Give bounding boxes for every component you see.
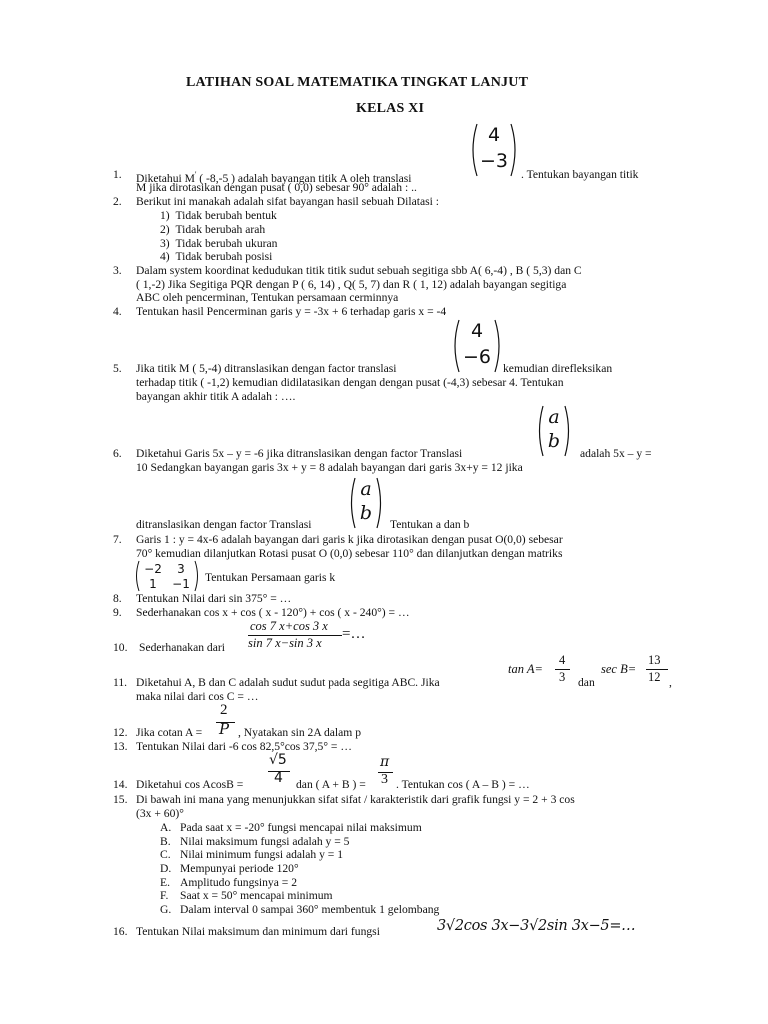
question-text-cont: , Nyatakan sin 2A dalam p: [238, 726, 361, 739]
matrix-entry: −6: [462, 346, 491, 368]
translation-matrix: [348, 476, 384, 530]
question-number: 5.: [113, 362, 122, 375]
question-text-line1: Di bawah ini mana yang menunjukkan sifat sifat / karakteristik dari grafik fungsi y = 2 + 3 cos: [136, 793, 575, 806]
question-text-line2: 70° kemudian dilanjutkan Rotasi pusat O (0,0) sebesar 110° dan dilanjutkan dengan matriks: [136, 547, 563, 560]
option-item: F. Saat x = 50° mencapai minimum: [160, 889, 333, 902]
matrix-entry: −1: [172, 577, 190, 591]
translation-matrix: [469, 122, 519, 178]
question-number: 6.: [113, 447, 122, 460]
class-level-title: KELAS XI: [356, 101, 425, 116]
question-number: 11.: [113, 676, 128, 689]
question-text-cont: dan ( A + B ) =: [296, 778, 366, 791]
question-text: Tentukan Nilai maksimum dan minimum dari fungsi: [136, 925, 380, 938]
question-text: Diketahui M' ( -8,-5 ) adalah bayangan titik A oleh translasi: [136, 170, 412, 185]
sqrt-fraction: [268, 754, 292, 790]
question-text-line2: terhadap titik ( -1,2) kemudian didilatasikan dengan dengan pusat (-4,3) sebesar 4. Tentukan: [136, 376, 564, 389]
question-number: 15.: [113, 793, 128, 806]
question-text: Sederhanakan cos x + cos ( x - 120°) + cos ( x - 240°) = …: [136, 606, 410, 619]
comma: ,: [669, 676, 672, 689]
tan-fraction: [555, 654, 571, 686]
matrix-entry: −3: [479, 150, 508, 172]
option-item: A. Pada saat x = -20° fungsi mencapai nilai maksimum: [160, 821, 422, 834]
pi-fraction: [378, 756, 394, 790]
question-text: Sederhanakan dari: [139, 641, 225, 654]
matrix-entry: b: [547, 430, 561, 452]
question-text-cont: adalah 5x – y =: [580, 447, 652, 460]
fraction-denominator: 12: [648, 670, 661, 684]
fraction-expression: [248, 620, 344, 652]
matrix-entry: a: [360, 478, 372, 500]
fraction-denominator: 3: [559, 670, 566, 684]
question-number: 4.: [113, 305, 122, 318]
fraction-numerator: 4: [559, 653, 566, 667]
question-number: 16.: [113, 925, 128, 938]
matrix-entry: 4: [487, 124, 501, 146]
option-item: E. Amplitudo fungsinya = 2: [160, 876, 297, 889]
question-text-line2: (3x + 60)°: [136, 807, 184, 820]
list-item: 4) Tidak berubah posisi: [160, 250, 273, 263]
matrix-entry: 1: [149, 577, 157, 591]
question-text: Jika titik M ( 5,-4) ditranslasikan dengan factor translasi: [136, 362, 397, 375]
option-item: D. Mempunyai periode 120°: [160, 862, 299, 875]
question-number: 12.: [113, 726, 128, 739]
translation-matrix: [451, 318, 503, 374]
question-text-cont: . Tentukan bayangan titik: [521, 168, 639, 181]
question-text: Diketahui A, B dan C adalah sudut sudut pada segitiga ABC. Jika: [136, 676, 440, 689]
list-item: 1) Tidak berubah bentuk: [160, 209, 277, 222]
list-item: 3) Tidak berubah ukuran: [160, 237, 278, 250]
fraction-numerator: π: [380, 754, 390, 770]
equals-ellipsis: =…: [342, 626, 366, 642]
question-text-line3: ABC oleh pencerminan, Tentukan persamaan cerminnya: [136, 291, 399, 304]
question-text-cont: . Tentukan cos ( A – B ) = …: [396, 778, 530, 791]
question-number: 8.: [113, 592, 122, 605]
option-item: C. Nilai minimum fungsi adalah y = 1: [160, 848, 344, 861]
question-text-line2: 10 Sedangkan bayangan garis 3x + y = 8 adalah bayangan dari garis 3x+y = 12 jika: [136, 461, 523, 474]
sec-expression: sec B=: [601, 662, 637, 676]
matrix-entry: a: [548, 406, 560, 428]
question-text: Tentukan Nilai dari -6 cos 82,5°cos 37,5° = …: [136, 740, 352, 753]
matrix-entry: −2: [144, 562, 162, 576]
question-number: 1.: [113, 168, 122, 181]
matrix-entry: 3: [177, 562, 185, 576]
fraction-denominator: P: [219, 720, 230, 738]
question-number: 7.: [113, 533, 122, 546]
conjunction-text: dan: [578, 676, 595, 689]
document-title: LATIHAN SOAL MATEMATIKA TINGKAT LANJUT: [186, 75, 529, 90]
question-text: Tentukan hasil Pencerminan garis y = -3x + 6 terhadap garis x = -4: [136, 305, 447, 318]
cotan-fraction: [216, 704, 236, 738]
question-text-line2: ( 1,-2) Jika Segitiga PQR dengan P ( 6, 14) , Q( 5, 7) dan R ( 1, 12) adalah bayangan segitiga: [136, 278, 567, 291]
question-text: Diketahui Garis 5x – y = -6 jika ditranslasikan dengan factor Translasi: [136, 447, 463, 460]
translation-matrix: [536, 404, 572, 458]
tan-expression: tan A=: [508, 662, 543, 676]
question-text: Tentukan Nilai dari sin 375° = …: [136, 592, 292, 605]
question-number: 9.: [113, 606, 122, 619]
question-number: 13.: [113, 740, 128, 753]
question-number: 3.: [113, 264, 122, 277]
question-text-cont: kemudian direfleksikan: [503, 362, 613, 375]
fraction-numerator: 2: [220, 702, 228, 718]
question-text-cont: Tentukan Persamaan garis k: [205, 571, 336, 584]
question-number: 14.: [113, 778, 128, 791]
fraction-denominator: sin 7 x−sin 3 x: [248, 636, 322, 650]
question-text-line2: M jika dirotasikan dengan pusat ( 0,0) sebesar 90° adalah : ..: [136, 181, 417, 194]
question-text-cont: Tentukan a dan b: [390, 518, 470, 531]
fraction-numerator: 13: [648, 653, 661, 667]
matrix-entry: 4: [470, 320, 484, 342]
fraction-numerator: √5: [269, 752, 287, 768]
matrix-entry: b: [359, 502, 373, 524]
list-item: 2) Tidak berubah arah: [160, 223, 266, 236]
question-text-line1: Dalam system koordinat kedudukan titik titik sudut sebuah segitiga sbb A( 6,-4) , B ( 5,3) dan C: [136, 264, 582, 277]
question-text-line3: ditranslasikan dengan factor Translasi: [136, 518, 312, 531]
question-text-line1: Garis 1 : y = 4x-6 adalah bayangan dari garis k jika dirotasikan dengan pusat O(0,0) sebesar: [136, 533, 563, 546]
sec-fraction: [646, 654, 668, 686]
question-text: Diketahui cos AcosB =: [136, 778, 244, 791]
function-expression: 3√2cos 3x−3√2sin 3x−5=…: [437, 918, 636, 934]
question-number: 10.: [113, 641, 128, 654]
fraction-denominator: 3: [381, 772, 388, 787]
question-text: Berikut ini manakah adalah sifat bayangan hasil sebuah Dilatasi :: [136, 195, 439, 208]
question-text-line2: maka nilai dari cos C = …: [136, 690, 259, 703]
question-number: 2.: [113, 195, 122, 208]
question-text-line3: bayangan akhir titik A adalah : ….: [136, 390, 296, 403]
option-item: B. Nilai maksimum fungsi adalah y = 5: [160, 835, 350, 848]
option-item: G. Dalam interval 0 sampai 360° membentuk 1 gelombang: [160, 903, 440, 916]
question-text: Jika cotan A =: [136, 726, 203, 739]
rotation-matrix: [134, 560, 200, 592]
fraction-numerator: cos 7 x+cos 3 x: [250, 619, 328, 633]
fraction-denominator: 4: [274, 770, 283, 786]
